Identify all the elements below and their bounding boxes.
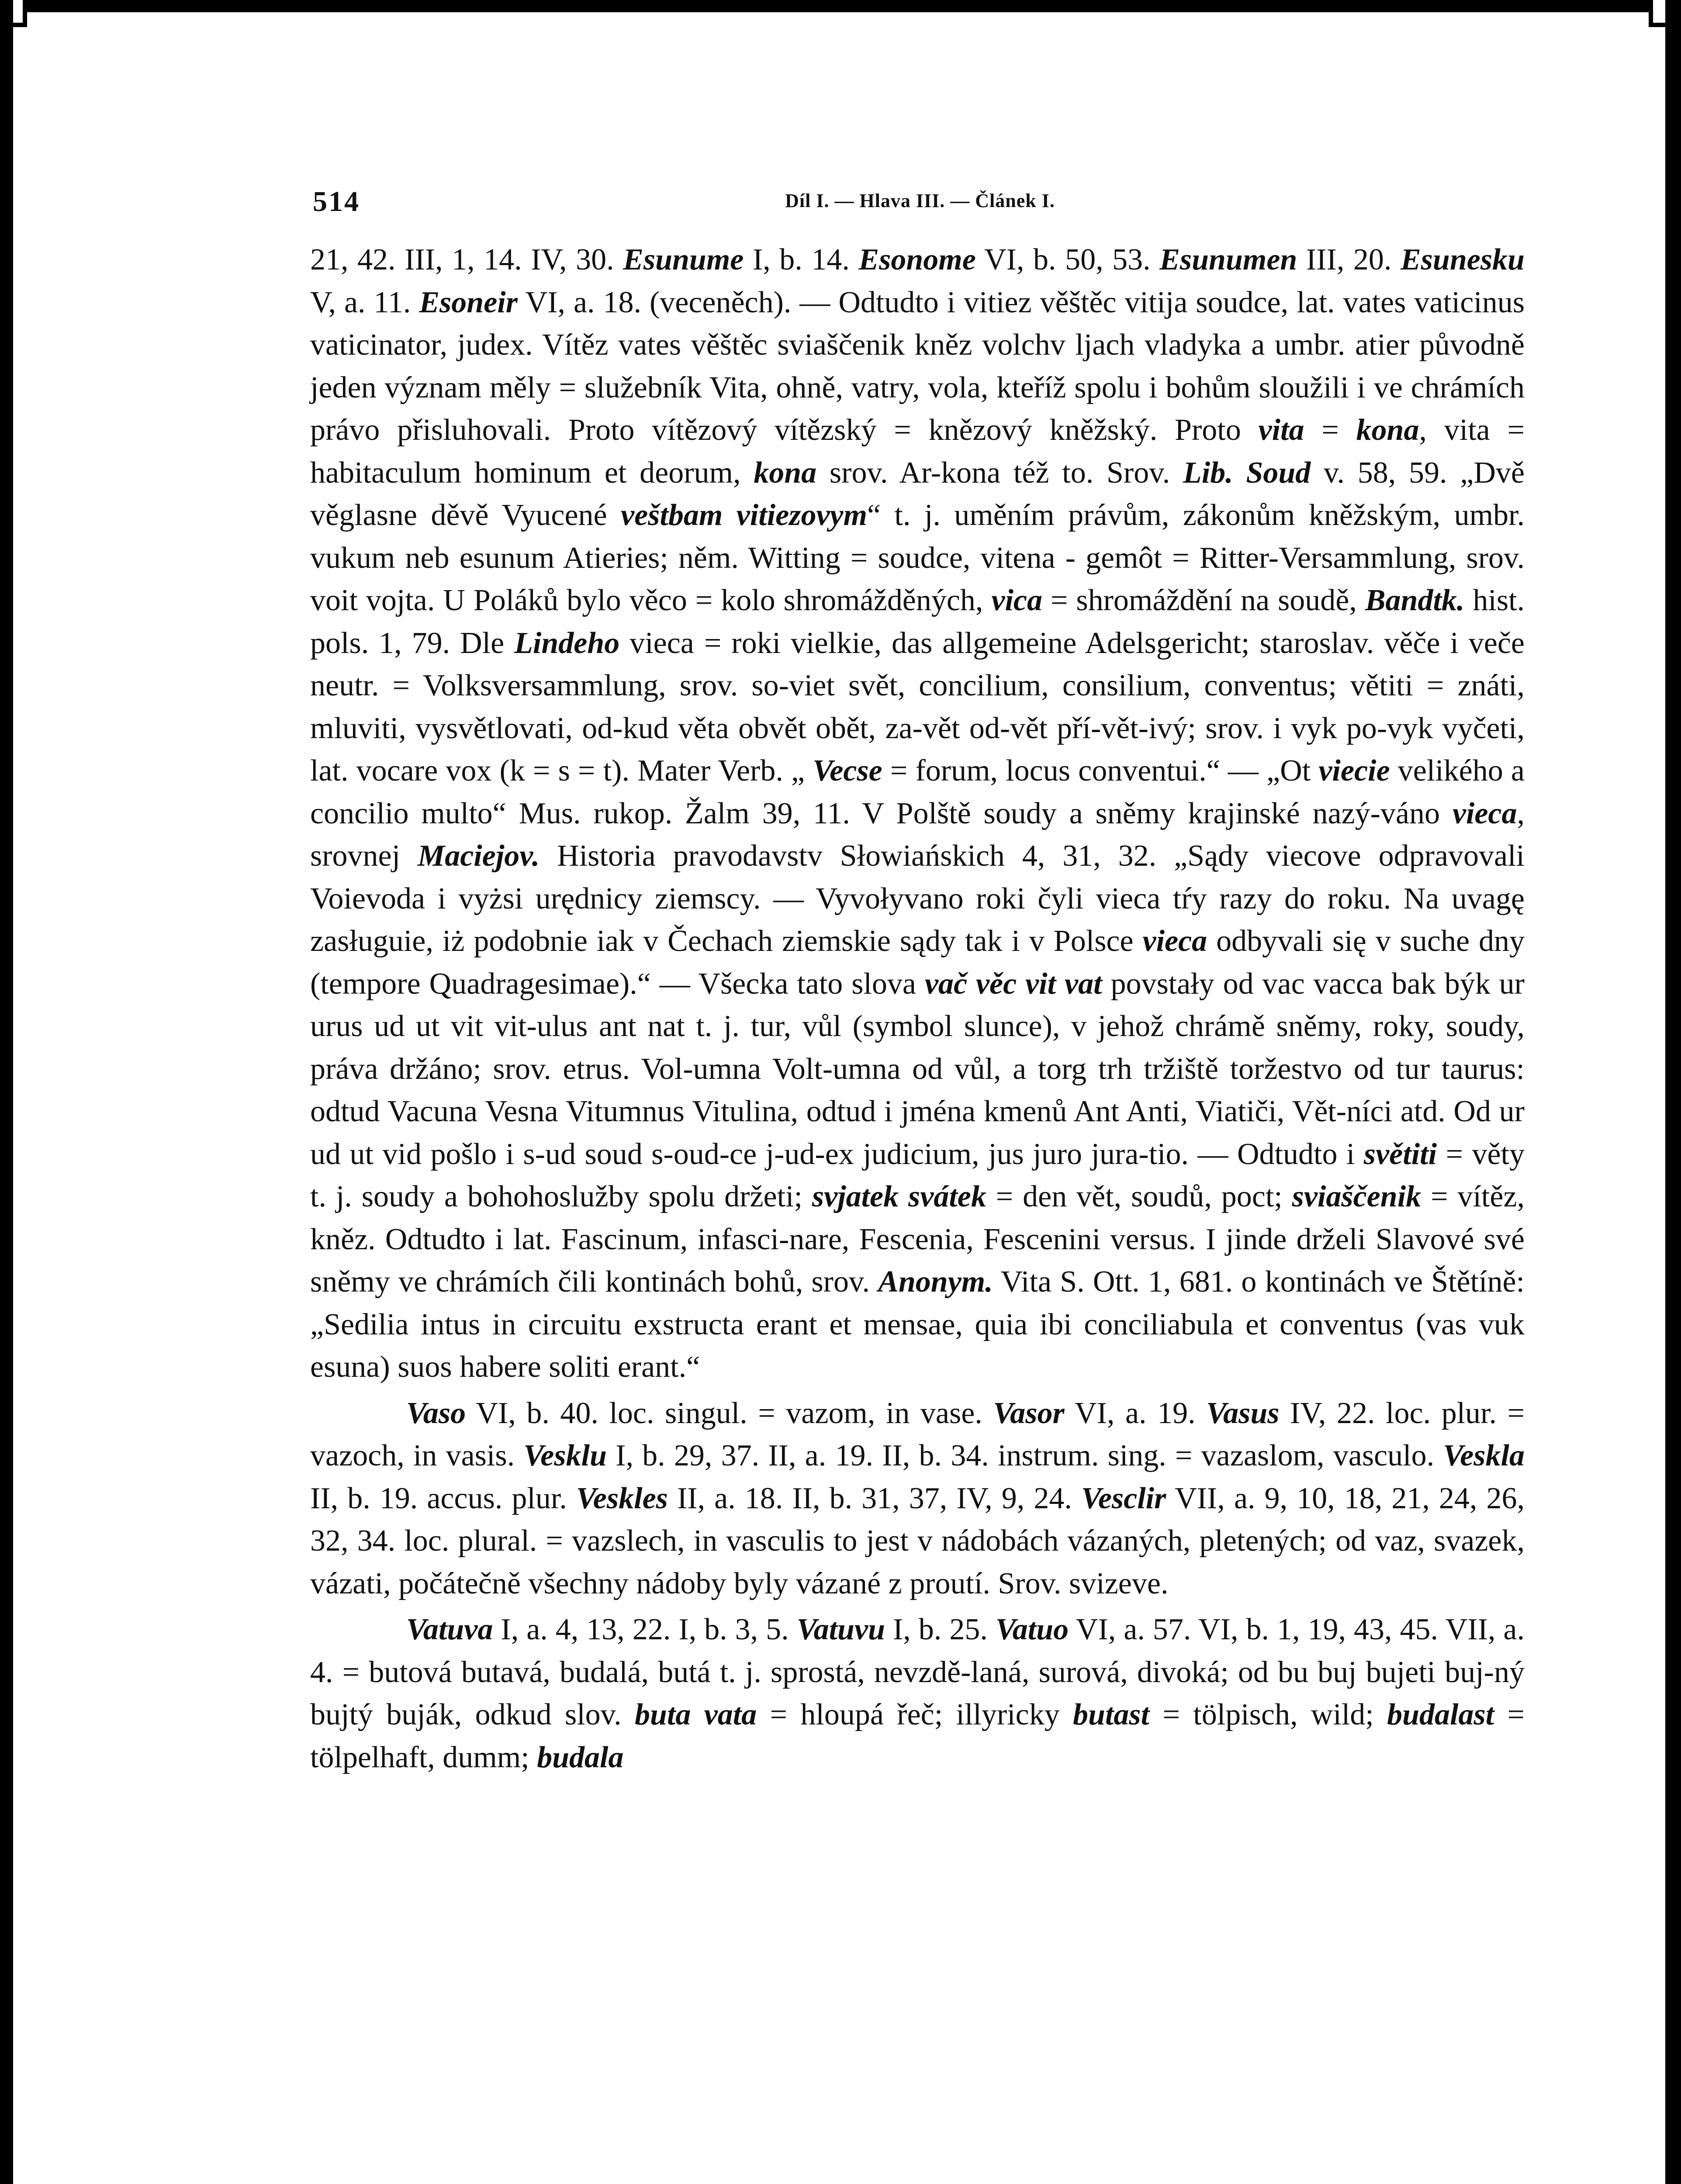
text-run: = věty t. j. soudy a bohohoslužby spolu držeti; xyxy=(310,1137,1525,1213)
text-run: = shromáždění na soudě, xyxy=(1042,584,1365,617)
italic-term: budala xyxy=(537,1740,624,1774)
italic-term: viecie xyxy=(1318,754,1390,788)
text-run: Vita S. Ott. 1, 681. o kontinách ve Štětíně: „Sedilia intus in circuitu exstructa erant et mensae, quia ibi conciliabula et conventus (vas vuk esuna) suos habere soliti erant.“ xyxy=(310,1265,1525,1384)
italic-term: vač věc vit vat xyxy=(924,967,1102,1001)
italic-term: Vesklu xyxy=(523,1439,607,1472)
text-run: velikého a concilio multo“ Mus. rukop. Žalm 39, 11. V Polště soudy a sněmy krajinské nazý-váno xyxy=(310,754,1525,830)
page-header xyxy=(313,185,1527,220)
italic-term: Lib. Soud xyxy=(1183,456,1311,490)
text-run: I, b. 14. xyxy=(744,243,859,276)
italic-term: Vesclir xyxy=(1081,1481,1166,1515)
text-run: = tölpelhaft, dumm; xyxy=(310,1698,1525,1774)
text-run: II, a. 18. II, b. 31, 37, IV, 9, 24. xyxy=(668,1481,1081,1515)
italic-term: Maciejov. xyxy=(418,839,540,873)
italic-term: vita xyxy=(1258,413,1304,447)
italic-term: butast xyxy=(1073,1698,1150,1731)
text-run: hist. pols. 1, 79. Dle xyxy=(310,584,1525,660)
italic-term: vica xyxy=(991,584,1042,617)
italic-term: Vaso xyxy=(406,1396,466,1430)
text-run: V, a. 11. xyxy=(310,285,419,319)
italic-term: sviaščenik xyxy=(1292,1180,1422,1213)
italic-term: Vasor xyxy=(993,1396,1065,1430)
italic-term: Vatuvu xyxy=(796,1613,885,1646)
text-run: = xyxy=(1304,413,1356,447)
text-run: VI, b. 40. loc. singul. = vazom, in vase. xyxy=(466,1396,993,1430)
italic-term: vieca xyxy=(1452,796,1517,830)
italic-term: Esoneir xyxy=(419,285,518,319)
text-run: = den vět, soudů, poct; xyxy=(986,1180,1292,1213)
text-run: IV, 22. loc. plur. = vazoch, in vasis. xyxy=(310,1396,1525,1472)
italic-term: svjatek svátek xyxy=(812,1180,986,1213)
corner-mark-right xyxy=(1649,0,1681,27)
italic-term: Lindeho xyxy=(514,626,620,660)
italic-term: Vatuva xyxy=(406,1613,493,1646)
text-run: I, b. 29, 37. II, a. 19. II, b. 34. instrum. sing. = vazaslom, vasculo. xyxy=(606,1439,1443,1472)
italic-term: kona xyxy=(754,456,817,490)
italic-term: Veskla xyxy=(1443,1439,1525,1472)
italic-term: veštbam vitiezovym xyxy=(621,498,868,532)
italic-term: Esunesku xyxy=(1400,243,1525,276)
italic-term: Vatuo xyxy=(995,1613,1069,1646)
italic-term: Bandtk. xyxy=(1365,584,1465,617)
italic-term: světiti xyxy=(1363,1137,1437,1171)
italic-term: Esunume xyxy=(623,243,744,276)
italic-term: vieca xyxy=(1142,924,1207,958)
italic-term: buta vata xyxy=(634,1698,757,1731)
text-run: VI, b. 50, 53. xyxy=(975,243,1160,276)
scan-border-left xyxy=(0,0,13,2184)
text-run: VII, a. 9, 10, 18, 21, 24, 26, 32, 34. loc. plural. = vazslech, in vasculis to jest v nádobách vázaných, pletených; od vaz, svazek, vázati, počátečně všechny nádoby byly vázané z proutí. Srov. svizeve. xyxy=(310,1481,1525,1600)
text-run: 21, 42. III, 1, 14. IV, 30. xyxy=(310,243,623,276)
text-run: II, b. 19. accus. plur. xyxy=(310,1481,576,1515)
running-head: Díl I. — Hlava III. — Článek I. xyxy=(785,190,1055,211)
text-run: , srovnej xyxy=(310,796,1525,873)
text-run: VI, a. 19. xyxy=(1064,1396,1207,1430)
text-run: “ t. j. uměním právům, zákonům kněžským, umbr. vukum neb esunum Atieries; něm. Witting = soudce, vitena - gemôt = Ritter-Versammlung, srov. voit vojta. U Poláků bylo věco = kolo shromážděných, xyxy=(310,498,1525,617)
italic-term: Esunumen xyxy=(1159,243,1297,276)
italic-term: Vecse xyxy=(813,754,882,788)
text-run: I, b. 25. xyxy=(885,1613,996,1646)
text-run: = vítěz, kněz. Odtudto i lat. Fascinum, infasci-nare, Fescenia, Fescenini versus. I jinde drželi Slavové své sněmy ve chrámích čili kontinách bohů, srov. xyxy=(310,1180,1525,1299)
italic-term: Veskles xyxy=(576,1481,668,1515)
text-run: Historia pravodavstv Słowiańskich 4, 31, 32. „Sądy viecove odpravovali Voievoda i vyżsi urędnicy ziemscy. — Vyvołyvano roki čyli vieca tŕy razy do roku. Na uvagę zasługuie, iż podobnie iak v Čechach ziemskie sądy tak i v Polsce xyxy=(310,839,1525,958)
italic-term: kona xyxy=(1356,413,1419,447)
text-run: I, a. 4, 13, 22. I, b. 3, 5. xyxy=(493,1613,797,1646)
text-run: povstały od vac vacca bak býk ur urus ud ut vit vit-ulus ant nat t. j. tur, vůl (symbol slunce), v jehož chrámě sněmy, roky, soudy, práva držáno; srov. etrus. Vol-umna Volt-umna od vůl, a torg trh tržiště toržestvo od tur taurus: odtud Vacuna Vesna Vitumnus Vitulina, odtud i jména kmenů Ant Anti, Viatiči, Vět-níci atd. Od ur ud ut vid pošlo i s-ud soud s-oud-ce j-ud-ex judicium, jus juro jura-tio. — Odtudto i xyxy=(310,967,1525,1171)
text-run: = hloupá řeč; illyricky xyxy=(757,1698,1073,1731)
corner-mark-left xyxy=(0,0,27,27)
italic-term: Anonym. xyxy=(878,1265,993,1299)
italic-term: Esonome xyxy=(858,243,976,276)
text-run: = forum, locus conventui.“ — „Ot xyxy=(882,754,1319,788)
text-run: , vita = habitaculum hominum et deorum, xyxy=(310,413,1525,490)
text-run: srov. Ar-kona též to. Srov. xyxy=(816,456,1183,490)
paragraph xyxy=(310,1392,1525,1605)
scan-border-right xyxy=(1665,0,1681,2184)
text-run: VI, a. 18. (veceněch). — Odtudto i vitiez věštěc vitija soudce, lat. vates vaticinus vaticinator, judex. Vítěz vates věštěc sviaščenik kněz volchv ljach vladyka a umbr. atier původně jeden význam měly = služebník Vita, ohně, vatry, vola, kteříž spolu i bohům sloužili i ve chrámích právo přisluhovali. Proto vítězový vítězský = knězový kněžský. Proto xyxy=(310,285,1525,447)
text-run: = tölpisch, wild; xyxy=(1149,1698,1387,1731)
text-run: odbyvali się v suche dny (tempore Quadragesimae).“ — Všecka tato slova xyxy=(310,924,1525,1001)
paragraph xyxy=(310,238,1525,1389)
text-run: vieca = roki vielkie, das allgemeine Adelsgericht; staroslav. věče i veče neutr. = Volksversammlung, srov. so-viet svět, concilium, consilium, conventus; větiti = znáti, mluviti, vysvětlovati, od-kud věta obvět obět, za-vět od-vět pří-vět-ivý; srov. i vyk po-vyk vyčeti, lat. vocare vox (k = s = t). Mater Verb. „ xyxy=(310,626,1525,788)
italic-term: budalast xyxy=(1387,1698,1494,1731)
text-run: v. 58, 59. „Dvě věglasne děvě Vyucené xyxy=(310,456,1525,532)
body-text xyxy=(310,238,1525,1779)
scan-border-top xyxy=(0,0,1681,12)
page-number: 514 xyxy=(313,186,360,218)
text-run: VI, a. 57. VI, b. 1, 19, 43, 45. VII, a. 4. = butová butavá, budalá, butá t. j. sprostá, nevzdě-laná, surová, divoká; od bu buj bujeti buj-ný bujtý buják, odkud slov. xyxy=(310,1613,1525,1731)
italic-term: Vasus xyxy=(1206,1396,1280,1430)
paragraph xyxy=(310,1608,1525,1779)
text-run: III, 20. xyxy=(1297,243,1401,276)
